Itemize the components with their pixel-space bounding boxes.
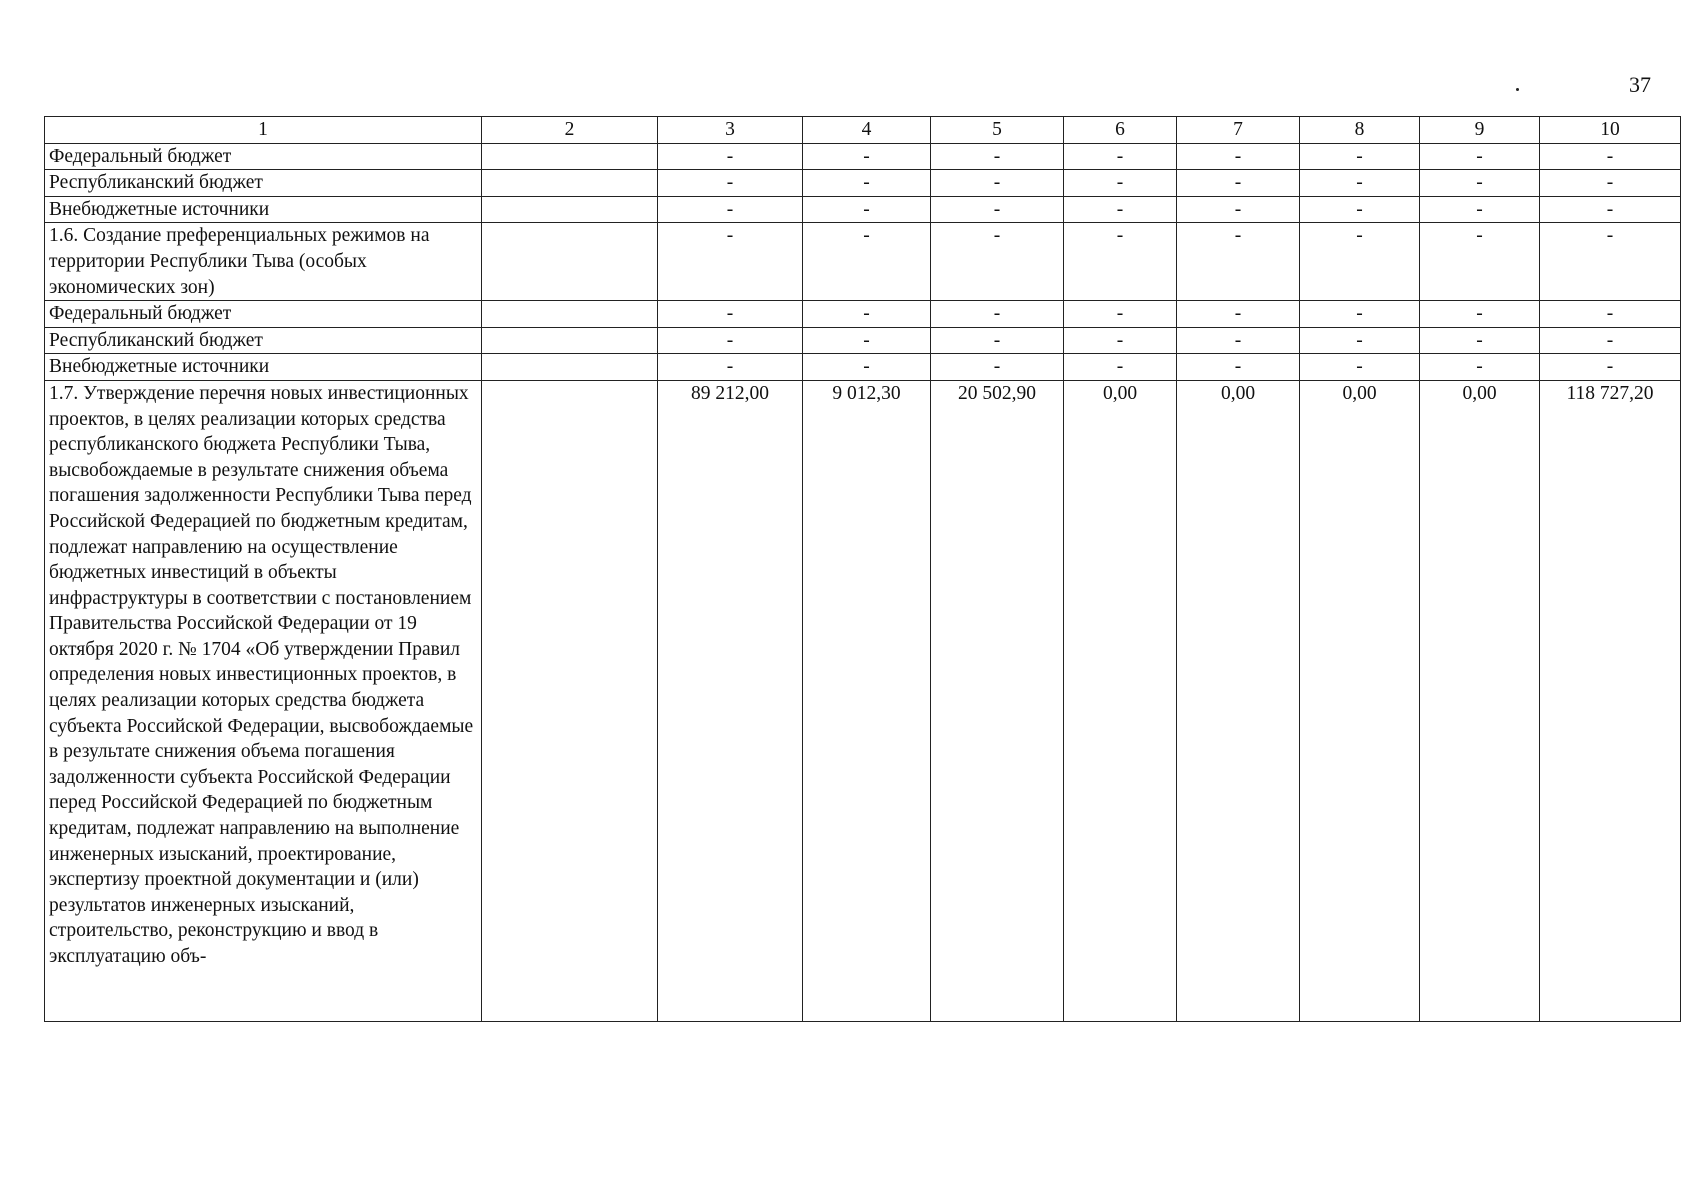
scan-artifact-dot — [1516, 88, 1519, 91]
value-cell: - — [1540, 301, 1681, 328]
value-cell: - — [1064, 223, 1177, 301]
value-cell: - — [1420, 170, 1540, 197]
value-cell: - — [1064, 170, 1177, 197]
value-cell: - — [1064, 196, 1177, 223]
row-label: Республиканский бюджет — [45, 170, 482, 197]
table-row — [45, 196, 1681, 223]
header-cell: 7 — [1177, 117, 1300, 144]
row-code — [482, 327, 658, 354]
table-row — [45, 354, 1681, 381]
value-cell: - — [1300, 196, 1420, 223]
header-cell: 6 — [1064, 117, 1177, 144]
value-cell: - — [931, 327, 1064, 354]
table-row — [45, 170, 1681, 197]
value-cell: - — [1177, 196, 1300, 223]
header-cell: 5 — [931, 117, 1064, 144]
value-cell: - — [1420, 327, 1540, 354]
value-cell: - — [1177, 223, 1300, 301]
value-cell: - — [1420, 223, 1540, 301]
header-cell: 3 — [658, 117, 803, 144]
value-cell: - — [1177, 354, 1300, 381]
value-cell: - — [1420, 196, 1540, 223]
value-cell: 0,00 — [1064, 380, 1177, 1021]
value-cell: - — [1300, 301, 1420, 328]
value-cell: - — [1540, 223, 1681, 301]
value-cell: - — [931, 301, 1064, 328]
value-cell: - — [931, 354, 1064, 381]
value-cell: - — [1064, 143, 1177, 170]
table-row — [45, 380, 1681, 1021]
row-label: 1.6. Создание преференциальных режимов на территории Республики Тыва (особых экономических зон) — [45, 223, 482, 301]
header-cell: 9 — [1420, 117, 1540, 144]
row-code — [482, 143, 658, 170]
row-label: Федеральный бюджет — [45, 143, 482, 170]
value-cell: - — [803, 327, 931, 354]
row-code — [482, 223, 658, 301]
value-cell: - — [931, 223, 1064, 301]
value-cell: - — [658, 170, 803, 197]
value-cell: 9 012,30 — [803, 380, 931, 1021]
table-row — [45, 223, 1681, 301]
row-code — [482, 354, 658, 381]
value-cell: - — [931, 196, 1064, 223]
row-code — [482, 196, 658, 223]
value-cell: - — [1420, 143, 1540, 170]
value-cell: - — [803, 143, 931, 170]
budget-table — [44, 116, 1681, 1022]
value-cell: - — [1540, 143, 1681, 170]
value-cell: - — [1177, 170, 1300, 197]
value-cell: - — [658, 354, 803, 381]
value-cell: - — [1420, 354, 1540, 381]
value-cell: - — [1300, 143, 1420, 170]
table-header-row — [45, 117, 1681, 144]
value-cell: - — [1177, 143, 1300, 170]
value-cell: - — [1064, 301, 1177, 328]
value-cell: 0,00 — [1420, 380, 1540, 1021]
value-cell: - — [1300, 354, 1420, 381]
table-row — [45, 143, 1681, 170]
value-cell: - — [658, 196, 803, 223]
value-cell: - — [931, 143, 1064, 170]
value-cell: - — [803, 354, 931, 381]
row-label: Республиканский бюджет — [45, 327, 482, 354]
value-cell: - — [1540, 327, 1681, 354]
table-row — [45, 301, 1681, 328]
value-cell: 0,00 — [1300, 380, 1420, 1021]
value-cell: - — [1300, 327, 1420, 354]
value-cell: - — [803, 196, 931, 223]
table-row — [45, 327, 1681, 354]
value-cell: - — [803, 170, 931, 197]
value-cell: - — [1540, 170, 1681, 197]
value-cell: - — [1300, 223, 1420, 301]
value-cell: 0,00 — [1177, 380, 1300, 1021]
value-cell: - — [1540, 196, 1681, 223]
value-cell: - — [931, 170, 1064, 197]
value-cell: - — [1420, 301, 1540, 328]
value-cell: - — [658, 301, 803, 328]
row-code — [482, 170, 658, 197]
value-cell: - — [1064, 354, 1177, 381]
row-label: Федеральный бюджет — [45, 301, 482, 328]
value-cell: - — [1177, 327, 1300, 354]
header-cell: 10 — [1540, 117, 1681, 144]
value-cell: 118 727,20 — [1540, 380, 1681, 1021]
page-number: 37 — [1629, 72, 1651, 97]
value-cell: - — [1177, 301, 1300, 328]
value-cell: - — [803, 223, 931, 301]
row-label: Внебюджетные источники — [45, 196, 482, 223]
row-code — [482, 380, 658, 1021]
header-cell: 1 — [45, 117, 482, 144]
value-cell: - — [658, 327, 803, 354]
header-cell: 2 — [482, 117, 658, 144]
value-cell: 20 502,90 — [931, 380, 1064, 1021]
value-cell: - — [803, 301, 931, 328]
value-cell: - — [658, 143, 803, 170]
header-cell: 8 — [1300, 117, 1420, 144]
value-cell: - — [1064, 327, 1177, 354]
value-cell: - — [1300, 170, 1420, 197]
row-label: Внебюджетные источники — [45, 354, 482, 381]
value-cell: - — [658, 223, 803, 301]
value-cell: - — [1540, 354, 1681, 381]
value-cell: 89 212,00 — [658, 380, 803, 1021]
header-cell: 4 — [803, 117, 931, 144]
row-code — [482, 301, 658, 328]
row-label: 1.7. Утверждение перечня новых инвестиционных проектов, в целях реализации которых средства республиканского бюджета Республики Тыва, высвобождаемые в результате снижения объема погашения задолженности Республики Тыва перед Российской Федерацией по бюджетным кредитам, подлежат направлению на осуществление бюджетных инвестиций в объекты инфраструктуры в соответствии с постановлением Правительства Российской Федерации от 19 октября 2020 г. № 1704 «Об утверждении Правил определения новых инвестиционных проектов, в целях реализации которых средства бюджета субъекта Российской Федерации, высвобождаемые в результате снижения объема погашения задолженности субъекта Российской Федерации перед Российской Федерацией по бюджетным кредитам, подлежат направлению на выполнение инженерных изысканий, проектирование, экспертизу проектной документации и (или) результатов инженерных изысканий, строительство, реконструкцию и ввод в эксплуатацию объ- — [45, 380, 482, 1021]
